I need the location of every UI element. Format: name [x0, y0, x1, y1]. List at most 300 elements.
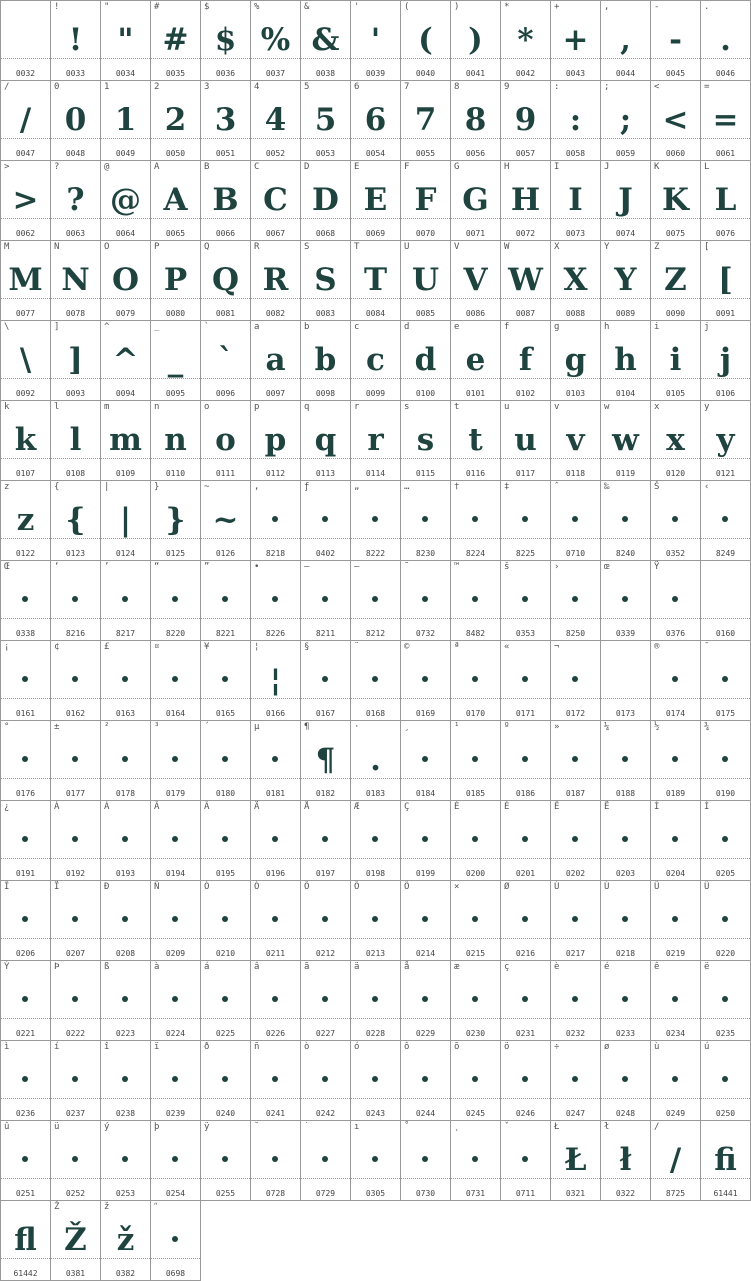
glyph-code-label: 0204 — [665, 869, 686, 878]
glyph-cell[interactable] — [550, 480, 601, 561]
glyph-code-label: 0190 — [715, 789, 736, 798]
glyph-char-label: c — [354, 322, 360, 332]
glyph-cell[interactable] — [650, 880, 701, 961]
glyph-cell[interactable] — [450, 880, 501, 961]
glyph-cell[interactable] — [400, 1120, 451, 1201]
glyph-cell[interactable] — [500, 720, 551, 801]
glyph-char-label: “ — [154, 562, 160, 572]
glyph-preview: 2 — [164, 102, 187, 138]
glyph-cell[interactable] — [50, 1040, 101, 1121]
missing-glyph-dot-icon — [272, 836, 278, 842]
glyph-cell[interactable] — [300, 800, 351, 881]
glyph-cell[interactable] — [50, 80, 101, 161]
glyph-cell[interactable] — [150, 320, 201, 401]
missing-glyph-dot-icon — [572, 1076, 578, 1082]
glyph-cell[interactable] — [300, 240, 351, 321]
glyph-cell[interactable] — [300, 960, 351, 1041]
glyph-cell[interactable] — [550, 800, 601, 881]
glyph-cell[interactable] — [0, 400, 51, 481]
glyph-cell[interactable] — [50, 320, 101, 401]
glyph-cell[interactable] — [600, 960, 651, 1041]
glyph-cell[interactable] — [550, 80, 601, 161]
glyph-code-label: 0069 — [365, 229, 386, 238]
glyph-cell[interactable] — [650, 480, 701, 561]
glyph-preview: q — [314, 422, 337, 458]
glyph-char-label: ò — [304, 1042, 310, 1052]
glyph-cell[interactable] — [150, 720, 201, 801]
glyph-cell[interactable] — [350, 160, 401, 241]
glyph-cell[interactable] — [600, 1040, 651, 1121]
baseline-divider — [451, 938, 500, 939]
glyph-cell[interactable] — [200, 160, 251, 241]
glyph-cell[interactable] — [150, 1120, 201, 1201]
glyph-cell[interactable] — [400, 80, 451, 161]
glyph-code-label: 0071 — [465, 229, 486, 238]
glyph-cell[interactable] — [350, 880, 401, 961]
glyph-cell[interactable] — [450, 800, 501, 881]
glyph-code-label: 0081 — [215, 309, 236, 318]
glyph-cell[interactable] — [300, 80, 351, 161]
glyph-cell[interactable] — [150, 800, 201, 881]
glyph-cell[interactable] — [400, 880, 451, 961]
glyph-cell[interactable] — [350, 960, 401, 1041]
baseline-divider — [601, 1018, 650, 1019]
glyph-cell[interactable] — [600, 240, 651, 321]
glyph-preview: n — [164, 422, 187, 458]
glyph-cell[interactable] — [600, 400, 651, 481]
glyph-code-label: 0049 — [115, 149, 136, 158]
glyph-preview: _ — [167, 342, 184, 378]
glyph-cell[interactable] — [50, 1120, 101, 1201]
glyph-cell[interactable] — [150, 160, 201, 241]
glyph-cell[interactable] — [200, 0, 251, 81]
glyph-cell[interactable] — [50, 880, 101, 961]
glyph-cell[interactable] — [50, 480, 101, 561]
glyph-cell[interactable] — [300, 560, 351, 641]
glyph-cell[interactable] — [450, 320, 501, 401]
glyph-cell[interactable] — [100, 1120, 151, 1201]
glyph-cell[interactable] — [400, 160, 451, 241]
glyph-cell[interactable] — [650, 800, 701, 881]
glyph-cell[interactable] — [650, 0, 701, 81]
glyph-char-label: á — [204, 962, 210, 972]
missing-glyph-dot-icon — [522, 836, 528, 842]
glyph-cell[interactable] — [0, 720, 51, 801]
glyph-cell[interactable] — [250, 1040, 301, 1121]
glyph-cell[interactable] — [550, 880, 601, 961]
glyph-preview: { — [65, 502, 86, 538]
glyph-cell[interactable] — [650, 560, 701, 641]
glyph-cell[interactable] — [200, 1120, 251, 1201]
glyph-cell[interactable] — [400, 480, 451, 561]
glyph-cell[interactable] — [250, 480, 301, 561]
glyph-cell[interactable] — [350, 400, 401, 481]
missing-glyph-dot-icon — [72, 996, 78, 1002]
glyph-preview: R — [262, 262, 289, 298]
glyph-cell[interactable] — [250, 960, 301, 1041]
glyph-cell[interactable] — [450, 720, 501, 801]
glyph-cell[interactable] — [600, 880, 651, 961]
glyph-cell[interactable] — [700, 720, 751, 801]
glyph-char-label: h — [604, 322, 610, 332]
glyph-cell[interactable] — [550, 560, 601, 641]
glyph-cell[interactable] — [450, 560, 501, 641]
glyph-cell[interactable] — [700, 320, 751, 401]
glyph-cell[interactable] — [100, 720, 151, 801]
glyph-cell[interactable] — [250, 1120, 301, 1201]
glyph-cell[interactable] — [700, 560, 751, 641]
glyph-cell[interactable] — [300, 1120, 351, 1201]
glyph-cell[interactable] — [150, 400, 201, 481]
glyph-cell[interactable] — [550, 160, 601, 241]
glyph-cell[interactable] — [650, 80, 701, 161]
glyph-cell[interactable] — [150, 560, 201, 641]
glyph-cell[interactable] — [450, 960, 501, 1041]
glyph-cell[interactable] — [700, 800, 751, 881]
glyph-code-label: 0059 — [615, 149, 636, 158]
glyph-cell[interactable] — [200, 720, 251, 801]
glyph-code-label: 0211 — [265, 949, 286, 958]
glyph-cell[interactable] — [500, 880, 551, 961]
glyph-cell[interactable] — [200, 560, 251, 641]
glyph-cell[interactable] — [100, 960, 151, 1041]
glyph-cell[interactable] — [700, 1040, 751, 1121]
glyph-cell[interactable] — [300, 1040, 351, 1121]
glyph-cell[interactable] — [500, 960, 551, 1041]
glyph-cell[interactable] — [600, 1120, 651, 1201]
glyph-preview: ! — [68, 22, 83, 58]
glyph-cell[interactable] — [350, 80, 401, 161]
glyph-cell[interactable] — [450, 1120, 501, 1201]
glyph-cell[interactable] — [500, 1120, 551, 1201]
glyph-code-label: 0162 — [65, 709, 86, 718]
glyph-char-label: ‘ — [54, 562, 60, 572]
glyph-cell[interactable] — [650, 960, 701, 1041]
glyph-cell[interactable] — [400, 640, 451, 721]
glyph-cell[interactable] — [500, 800, 551, 881]
glyph-cell[interactable] — [500, 0, 551, 81]
glyph-cell[interactable] — [0, 1040, 51, 1121]
glyph-cell[interactable] — [100, 800, 151, 881]
glyph-char-label: d — [404, 322, 410, 332]
glyph-cell[interactable] — [550, 1040, 601, 1121]
baseline-divider — [401, 778, 450, 779]
glyph-cell[interactable] — [500, 80, 551, 161]
glyph-cell[interactable] — [350, 1040, 401, 1121]
baseline-divider — [651, 538, 700, 539]
glyph-cell[interactable] — [50, 1200, 101, 1281]
glyph-char-label: " — [104, 2, 110, 12]
glyph-cell[interactable] — [700, 480, 751, 561]
glyph-cell[interactable] — [150, 640, 201, 721]
glyph-cell[interactable] — [350, 480, 401, 561]
glyph-cell[interactable] — [600, 560, 651, 641]
glyph-cell[interactable] — [0, 880, 51, 961]
glyph-char-label: Ê — [554, 802, 560, 812]
glyph-code-label: 0057 — [515, 149, 536, 158]
glyph-cell[interactable] — [650, 240, 701, 321]
glyph-cell[interactable] — [0, 1120, 51, 1201]
glyph-cell[interactable] — [550, 720, 601, 801]
glyph-code-label: 0094 — [115, 389, 136, 398]
glyph-cell[interactable] — [0, 320, 51, 401]
glyph-code-label: 0171 — [515, 709, 536, 718]
glyph-cell[interactable] — [150, 480, 201, 561]
glyph-cell[interactable] — [350, 640, 401, 721]
glyph-cell[interactable] — [0, 160, 51, 241]
glyph-cell[interactable] — [400, 1040, 451, 1121]
glyph-cell[interactable] — [550, 400, 601, 481]
glyph-cell[interactable] — [700, 80, 751, 161]
glyph-cell[interactable] — [200, 240, 251, 321]
glyph-cell[interactable] — [350, 560, 401, 641]
glyph-cell[interactable] — [200, 640, 251, 721]
glyph-cell[interactable] — [100, 80, 151, 161]
glyph-cell[interactable] — [200, 400, 251, 481]
glyph-cell[interactable] — [50, 160, 101, 241]
glyph-char-label: ï — [154, 1042, 160, 1052]
glyph-cell[interactable] — [250, 720, 301, 801]
glyph-cell[interactable] — [600, 480, 651, 561]
glyph-cell[interactable] — [0, 800, 51, 881]
glyph-cell[interactable] — [700, 1120, 751, 1201]
glyph-cell[interactable] — [200, 480, 251, 561]
glyph-code-label: 0182 — [315, 789, 336, 798]
glyph-cell[interactable] — [500, 1040, 551, 1121]
glyph-cell[interactable] — [550, 960, 601, 1041]
baseline-divider — [601, 778, 650, 779]
glyph-cell[interactable] — [100, 560, 151, 641]
glyph-cell[interactable] — [300, 0, 351, 81]
glyph-cell[interactable] — [400, 720, 451, 801]
glyph-char-label: „ — [354, 482, 360, 492]
glyph-code-label: 0067 — [265, 229, 286, 238]
glyph-cell[interactable] — [300, 400, 351, 481]
baseline-divider — [51, 778, 100, 779]
glyph-cell[interactable] — [200, 320, 251, 401]
glyph-cell[interactable] — [500, 160, 551, 241]
glyph-cell[interactable] — [700, 400, 751, 481]
glyph-cell[interactable] — [550, 1120, 601, 1201]
glyph-cell[interactable] — [250, 0, 301, 81]
glyph-cell[interactable] — [700, 960, 751, 1041]
glyph-cell[interactable] — [50, 0, 101, 81]
glyph-cell[interactable] — [250, 400, 301, 481]
glyph-preview: > — [12, 182, 39, 218]
glyph-cell[interactable] — [0, 80, 51, 161]
glyph-cell[interactable] — [350, 1120, 401, 1201]
glyph-cell[interactable] — [400, 400, 451, 481]
glyph-cell[interactable] — [250, 800, 301, 881]
glyph-cell[interactable] — [150, 960, 201, 1041]
glyph-cell[interactable] — [200, 80, 251, 161]
glyph-cell[interactable] — [200, 960, 251, 1041]
glyph-cell[interactable] — [50, 960, 101, 1041]
glyph-cell[interactable] — [450, 640, 501, 721]
glyph-char-label: U — [404, 242, 410, 252]
glyph-cell[interactable] — [450, 240, 501, 321]
glyph-cell[interactable] — [500, 240, 551, 321]
glyph-cell[interactable] — [300, 480, 351, 561]
glyph-cell[interactable] — [350, 240, 401, 321]
glyph-char-label: 6 — [354, 82, 360, 92]
glyph-cell[interactable] — [50, 400, 101, 481]
glyph-cell[interactable] — [450, 400, 501, 481]
glyph-cell[interactable] — [50, 720, 101, 801]
glyph-cell[interactable] — [150, 240, 201, 321]
glyph-cell[interactable] — [700, 240, 751, 321]
glyph-cell[interactable] — [600, 160, 651, 241]
missing-glyph-dot-icon — [672, 916, 678, 922]
glyph-cell[interactable] — [650, 1120, 701, 1201]
glyph-cell[interactable] — [250, 160, 301, 241]
glyph-cell[interactable] — [300, 640, 351, 721]
glyph-cell[interactable] — [300, 720, 351, 801]
glyph-cell[interactable] — [450, 1040, 501, 1121]
glyph-cell[interactable] — [350, 0, 401, 81]
glyph-cell[interactable] — [0, 480, 51, 561]
glyph-cell[interactable] — [100, 240, 151, 321]
glyph-preview: U — [411, 262, 440, 298]
glyph-cell[interactable] — [700, 880, 751, 961]
glyph-char-label: ^ — [104, 322, 110, 332]
glyph-cell[interactable] — [650, 720, 701, 801]
glyph-cell[interactable] — [150, 1200, 201, 1281]
glyph-cell[interactable] — [550, 240, 601, 321]
glyph-cell[interactable] — [650, 160, 701, 241]
glyph-cell[interactable] — [650, 400, 701, 481]
glyph-cell[interactable] — [250, 880, 301, 961]
glyph-cell[interactable] — [100, 1200, 151, 1281]
glyph-cell[interactable] — [550, 320, 601, 401]
glyph-cell[interactable] — [0, 560, 51, 641]
glyph-cell[interactable] — [100, 880, 151, 961]
glyph-cell[interactable] — [50, 640, 101, 721]
missing-glyph-dot-icon — [72, 676, 78, 682]
glyph-cell[interactable] — [700, 160, 751, 241]
glyph-cell[interactable] — [50, 240, 101, 321]
glyph-cell[interactable] — [400, 240, 451, 321]
glyph-cell[interactable] — [450, 480, 501, 561]
glyph-code-label: 0165 — [215, 709, 236, 718]
baseline-divider — [701, 858, 750, 859]
baseline-divider — [401, 938, 450, 939]
glyph-cell[interactable] — [50, 560, 101, 641]
glyph-cell[interactable] — [350, 720, 401, 801]
glyph-cell[interactable] — [100, 400, 151, 481]
glyph-cell[interactable] — [100, 480, 151, 561]
glyph-cell[interactable] — [550, 640, 601, 721]
glyph-cell[interactable] — [150, 1040, 201, 1121]
glyph-cell[interactable] — [400, 560, 451, 641]
glyph-cell[interactable] — [300, 320, 351, 401]
glyph-cell[interactable] — [0, 0, 51, 81]
glyph-cell[interactable] — [250, 240, 301, 321]
glyph-cell[interactable] — [200, 1040, 251, 1121]
glyph-cell[interactable] — [100, 160, 151, 241]
glyph-cell[interactable] — [650, 1040, 701, 1121]
glyph-cell[interactable] — [200, 800, 251, 881]
glyph-cell[interactable] — [150, 880, 201, 961]
baseline-divider — [301, 698, 350, 699]
glyph-cell[interactable] — [250, 80, 301, 161]
glyph-cell[interactable] — [250, 560, 301, 641]
glyph-cell[interactable] — [500, 320, 551, 401]
glyph-cell[interactable] — [150, 80, 201, 161]
glyph-cell[interactable] — [50, 800, 101, 881]
glyph-cell[interactable] — [700, 640, 751, 721]
glyph-cell[interactable] — [0, 640, 51, 721]
glyph-cell[interactable] — [250, 640, 301, 721]
glyph-char-label: · — [354, 722, 360, 732]
glyph-cell[interactable] — [0, 960, 51, 1041]
glyph-code-label: 0074 — [615, 229, 636, 238]
glyph-cell[interactable] — [500, 400, 551, 481]
glyph-cell[interactable] — [100, 0, 151, 81]
glyph-cell[interactable] — [600, 80, 651, 161]
glyph-cell[interactable] — [100, 320, 151, 401]
glyph-cell[interactable] — [100, 640, 151, 721]
glyph-code-label: 0322 — [615, 1189, 636, 1198]
glyph-char-label: ʺ — [154, 1202, 158, 1212]
glyph-cell[interactable] — [600, 720, 651, 801]
glyph-cell[interactable] — [0, 1200, 51, 1281]
glyph-cell[interactable] — [650, 320, 701, 401]
glyph-cell[interactable] — [700, 0, 751, 81]
glyph-code-label: 0064 — [115, 229, 136, 238]
glyph-cell[interactable] — [350, 320, 401, 401]
glyph-preview: s — [416, 422, 435, 458]
glyph-cell[interactable] — [500, 560, 551, 641]
baseline-divider — [501, 538, 550, 539]
glyph-cell[interactable] — [550, 0, 601, 81]
missing-glyph-dot-icon — [172, 676, 178, 682]
glyph-cell[interactable] — [600, 0, 651, 81]
glyph-code-label: 0055 — [415, 149, 436, 158]
glyph-char-label: Ü — [704, 882, 710, 892]
glyph-char-label: J — [604, 162, 610, 172]
glyph-cell[interactable] — [600, 320, 651, 401]
glyph-cell[interactable] — [200, 880, 251, 961]
glyph-char-label: Õ — [354, 882, 360, 892]
glyph-char-label: B — [204, 162, 210, 172]
glyph-cell[interactable] — [400, 960, 451, 1041]
glyph-cell[interactable] — [250, 320, 301, 401]
glyph-cell[interactable] — [450, 80, 501, 161]
glyph-char-label: n — [154, 402, 160, 412]
glyph-cell[interactable] — [100, 1040, 151, 1121]
glyph-cell[interactable] — [400, 800, 451, 881]
glyph-cell[interactable] — [0, 240, 51, 321]
glyph-cell[interactable] — [400, 320, 451, 401]
glyph-preview: ~ — [212, 502, 239, 538]
glyph-cell[interactable] — [600, 800, 651, 881]
glyph-cell[interactable] — [300, 160, 351, 241]
glyph-code-label: 0214 — [415, 949, 436, 958]
glyph-cell[interactable] — [450, 160, 501, 241]
glyph-cell[interactable] — [500, 480, 551, 561]
missing-glyph-dot-icon — [272, 1156, 278, 1162]
glyph-cell[interactable] — [300, 880, 351, 961]
glyph-cell[interactable] — [450, 0, 501, 81]
glyph-cell[interactable] — [600, 640, 651, 721]
glyph-char-label: ¥ — [204, 642, 210, 652]
glyph-cell[interactable] — [150, 0, 201, 81]
glyph-cell[interactable] — [650, 640, 701, 721]
glyph-cell[interactable] — [350, 800, 401, 881]
glyph-cell[interactable] — [500, 640, 551, 721]
glyph-cell[interactable] — [400, 0, 451, 81]
